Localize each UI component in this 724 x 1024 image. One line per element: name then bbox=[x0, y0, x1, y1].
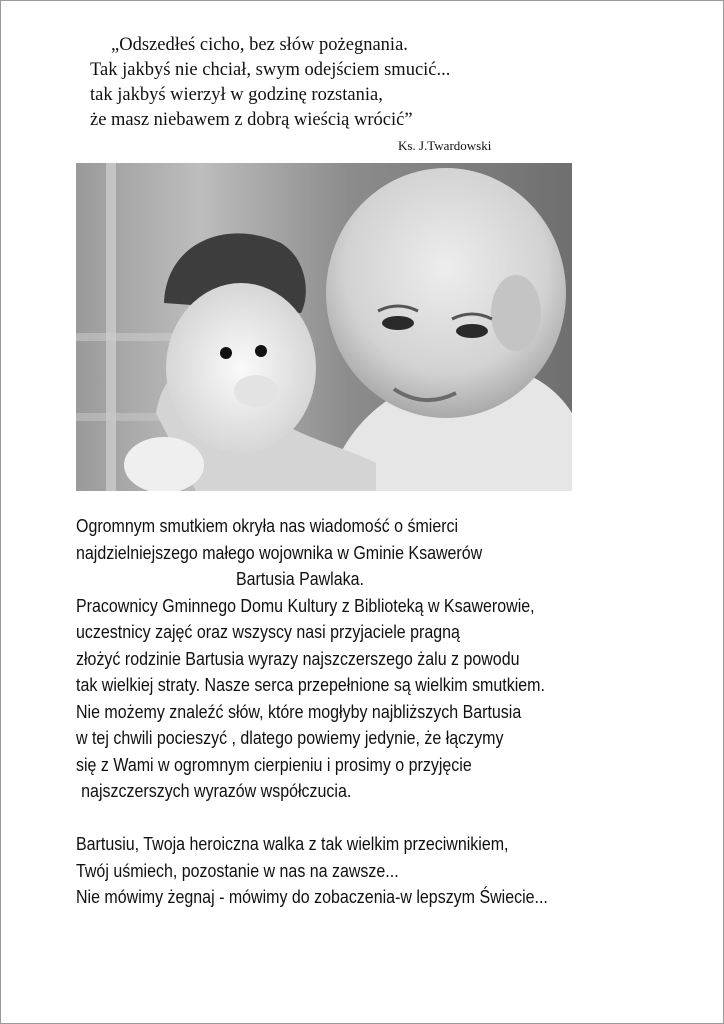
memorial-photo bbox=[76, 163, 572, 491]
message-line: tak wielkiej straty. Nasze serca przepełnione są wielkim smutkiem. bbox=[76, 674, 545, 695]
message-line: w tej chwili pocieszyć , dlatego powiemy jedynie, że łączymy bbox=[76, 727, 504, 748]
poem-line: tak jakbyś wierzył w godzinę rozstania, bbox=[90, 85, 383, 105]
message-line: najdzielniejszego małego wojownika w Gminie Ksawerów bbox=[76, 541, 483, 563]
message-line: Ogromnym smutkiem okryła nas wiadomość o śmierci bbox=[76, 515, 459, 536]
poem-line: że masz niebawem z dobrą wieścią wrócić” bbox=[90, 110, 413, 130]
poem-author: Ks. J.Twardowski bbox=[398, 138, 492, 153]
message-line: złożyć rodzinie Bartusia wyrazy najszczerszego żalu z powodu bbox=[76, 647, 520, 669]
message-line: się z Wami w ogromnym cierpieniu i prosimy o przyjęcie bbox=[76, 753, 472, 775]
farewell-line: Bartusiu, Twoja heroiczna walka z tak wielkim przeciwnikiem, bbox=[76, 833, 509, 854]
condolence-message bbox=[76, 513, 592, 911]
photo-illustration bbox=[76, 163, 572, 491]
message-line: Nie możemy znaleźć słów, które mogłyby najbliższych Bartusia bbox=[76, 700, 522, 722]
farewell-line: Twój uśmiech, pozostanie w nas na zawsze... bbox=[76, 859, 399, 881]
farewell-line: Nie mówimy żegnaj - mówimy do zobaczenia-w lepszym Świecie... bbox=[76, 886, 548, 907]
paragraph-spacer bbox=[76, 805, 592, 832]
deceased-name: Bartusia Pawlaka. bbox=[235, 568, 364, 589]
poem-line: Tak jakbyś nie chciał, swym odejściem smucić... bbox=[90, 60, 451, 80]
message-line: najszczerszych wyrazów współczucia. bbox=[81, 780, 352, 801]
message-line: Pracownicy Gminnego Domu Kultury z Biblioteką w Ksawerowie, bbox=[76, 594, 535, 616]
poem-quote bbox=[90, 33, 530, 153]
poem-line: „Odszedłeś cicho, bez słów pożegnania. bbox=[111, 35, 408, 55]
message-line: uczestnicy zajęć oraz wszyscy nasi przyjaciele pragną bbox=[76, 621, 460, 642]
